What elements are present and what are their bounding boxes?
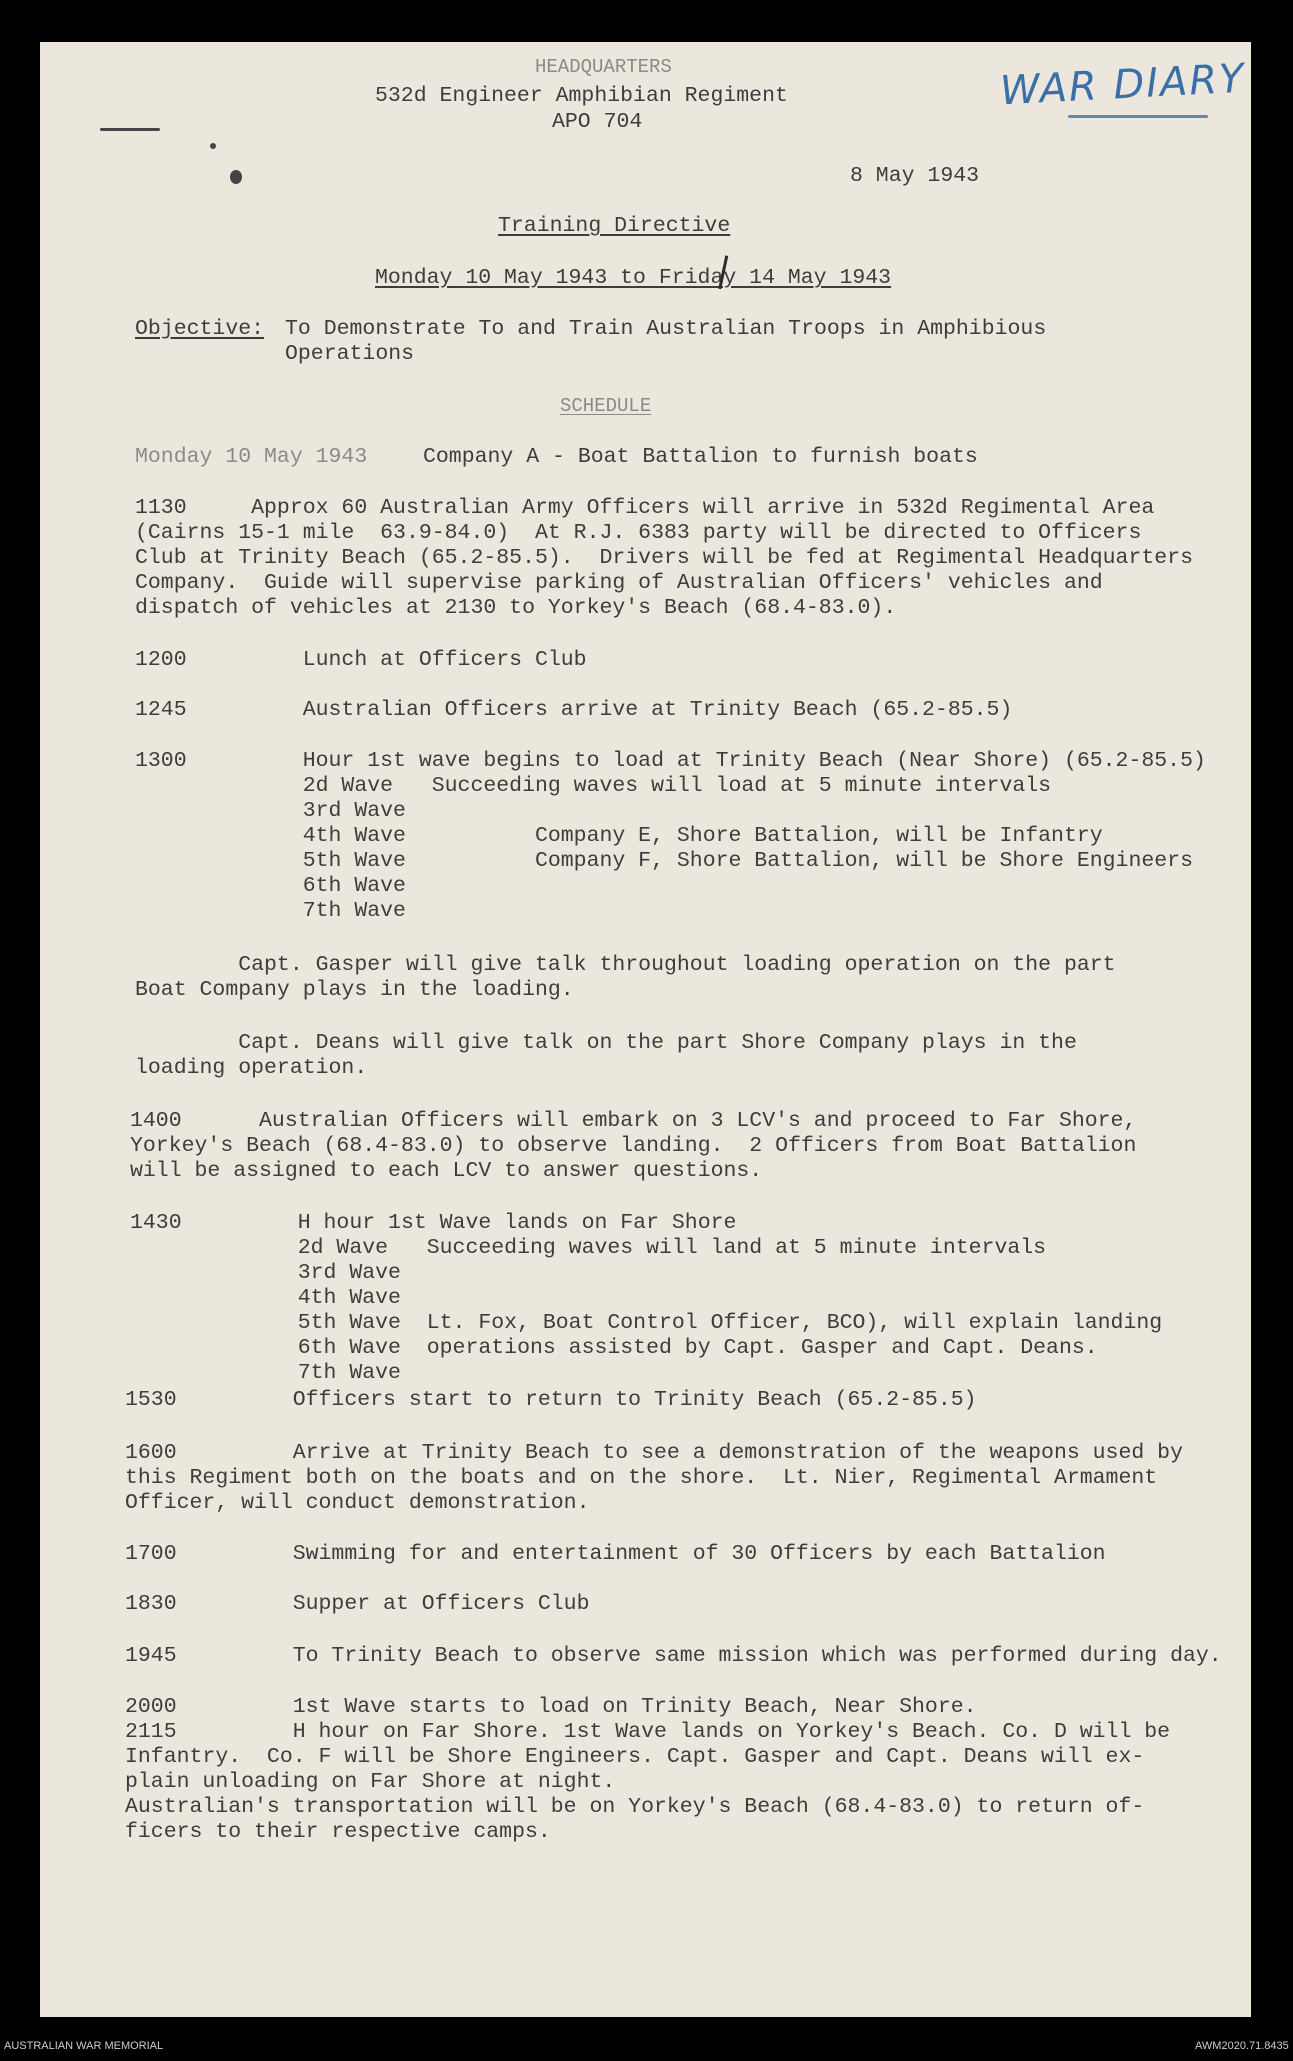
document-title: Training Directive [498,214,731,238]
entry-1300-line: 1300 Hour 1st wave begins to load at Trinity Beach (Near Shore) (65.2-85.5) [135,749,1206,773]
entry-1945: 1945 To Trinity Beach to observe same mission which was performed during day. [125,1644,1222,1668]
entry-2115-line: Infantry. Co. F will be Shore Engineers. Capt. Gasper and Capt. Deans will ex- [125,1745,1145,1769]
entry-1400-line: 1400 Australian Officers will embark on 3 LCV's and proceed to Far Shore, [130,1109,1137,1133]
footer-institution: AUSTRALIAN WAR MEMORIAL [4,2040,164,2052]
objective-line-1: To Demonstrate To and Train Australian Troops in Amphibious [285,317,1047,341]
schedule-day-note: Company A - Boat Battalion to furnish boats [423,445,978,469]
entry-1430-line: 2d Wave Succeeding waves will land at 5 minute intervals [130,1236,1047,1260]
entry-1130-line: Company. Guide will supervise parking of Australian Officers' vehicles and [135,571,1103,595]
entry-2115-line: 2115 H hour on Far Shore. 1st Wave lands on Yorkey's Beach. Co. D will be [125,1720,1171,1744]
entry-1600-line: 1600 Arrive at Trinity Beach to see a demonstration of the weapons used by [125,1441,1183,1465]
entry-2000: 2000 1st Wave starts to load on Trinity Beach, Near Shore. [125,1695,977,1719]
entry-1430-line: 3rd Wave [130,1261,401,1285]
note-gasper-line: Boat Company plays in the loading. [135,978,574,1002]
entry-1430-line: 4th Wave [130,1286,401,1310]
entry-1600-line: this Regiment both on the boats and on the shore. Lt. Nier, Regimental Armament [125,1466,1158,1490]
entry-1400-line: Yorkey's Beach (68.4-83.0) to observe landing. 2 Officers from Boat Battalion [130,1134,1137,1158]
entry-1700: 1700 Swimming for and entertainment of 30 Officers by each Battalion [125,1542,1106,1566]
note-deans-line: Capt. Deans will give talk on the part Shore Company plays in the [135,1031,1077,1055]
entry-2115-line: ficers to their respective camps. [125,1820,551,1844]
schedule-heading: SCHEDULE [560,395,652,417]
entry-1530: 1530 Officers start to return to Trinity Beach (65.2-85.5) [125,1388,977,1412]
entry-1300-line: 3rd Wave [135,799,406,823]
war-diary-stamp: WAR DIARY [998,55,1247,115]
entry-1300-line: 4th Wave Company E, Shore Battalion, will be Infantry [135,824,1103,848]
smudge-mark [100,128,160,131]
entry-1300-line: 7th Wave [135,899,406,923]
entry-1300-line: 6th Wave [135,874,406,898]
document-date: 8 May 1943 [850,164,980,188]
entry-1130-line: Club at Trinity Beach (65.2-85.5). Drivers will be fed at Regimental Headquarters [135,546,1193,570]
entry-1130-line: dispatch of vehicles at 2130 to Yorkey's Beach (68.4-83.0). [135,596,897,620]
entry-1130-line: 1130 Approx 60 Australian Army Officers will arrive in 532d Regimental Area [135,496,1155,520]
entry-1430-line: 6th Wave operations assisted by Capt. Gasper and Capt. Deans. [130,1336,1098,1360]
entry-1300-line: 2d Wave Succeeding waves will load at 5 minute intervals [135,774,1052,798]
entry-1430-line: 7th Wave [130,1361,401,1385]
schedule-day-date: Monday 10 May 1943 [135,445,368,469]
entry-2115-line: Australian's transportation will be on Yorkey's Beach (68.4-83.0) to return of- [125,1795,1145,1819]
entry-1430-line: 5th Wave Lt. Fox, Boat Control Officer, BCO), will explain landing [130,1311,1163,1335]
war-diary-underline [1068,115,1208,118]
smudge-mark [210,143,216,149]
header-line-headquarters: HEADQUARTERS [535,56,672,78]
objective-label: Objective: [135,317,265,341]
entry-1830: 1830 Supper at Officers Club [125,1592,590,1616]
entry-2115-line: plain unloading on Far Shore at night. [125,1770,616,1794]
entry-1200: 1200 Lunch at Officers Club [135,648,587,672]
entry-1130-line: (Cairns 15-1 mile 63.9-84.0) At R.J. 6383 party will be directed to Officers [135,521,1142,545]
entry-1600-line: Officer, will conduct demonstration. [125,1491,590,1515]
objective-line-2: Operations [285,342,415,366]
header-line-apo: APO 704 [552,110,643,134]
smudge-mark [230,170,242,184]
note-gasper-line: Capt. Gasper will give talk throughout loading operation on the part [135,953,1116,977]
header-line-regiment: 532d Engineer Amphibian Regiment [375,84,788,108]
entry-1400-line: will be assigned to each LCV to answer questions. [130,1159,763,1183]
entry-1430-line: 1430 H hour 1st Wave lands on Far Shore [130,1211,737,1235]
footer-accession-number: AWM2020.71.8435 [1195,2040,1289,2052]
note-deans-line: loading operation. [135,1056,368,1080]
document-period: Monday 10 May 1943 to Friday 14 May 1943 [375,266,892,290]
entry-1300-line: 5th Wave Company F, Shore Battalion, will be Shore Engineers [135,849,1193,873]
entry-1245: 1245 Australian Officers arrive at Trinity Beach (65.2-85.5) [135,698,1013,722]
